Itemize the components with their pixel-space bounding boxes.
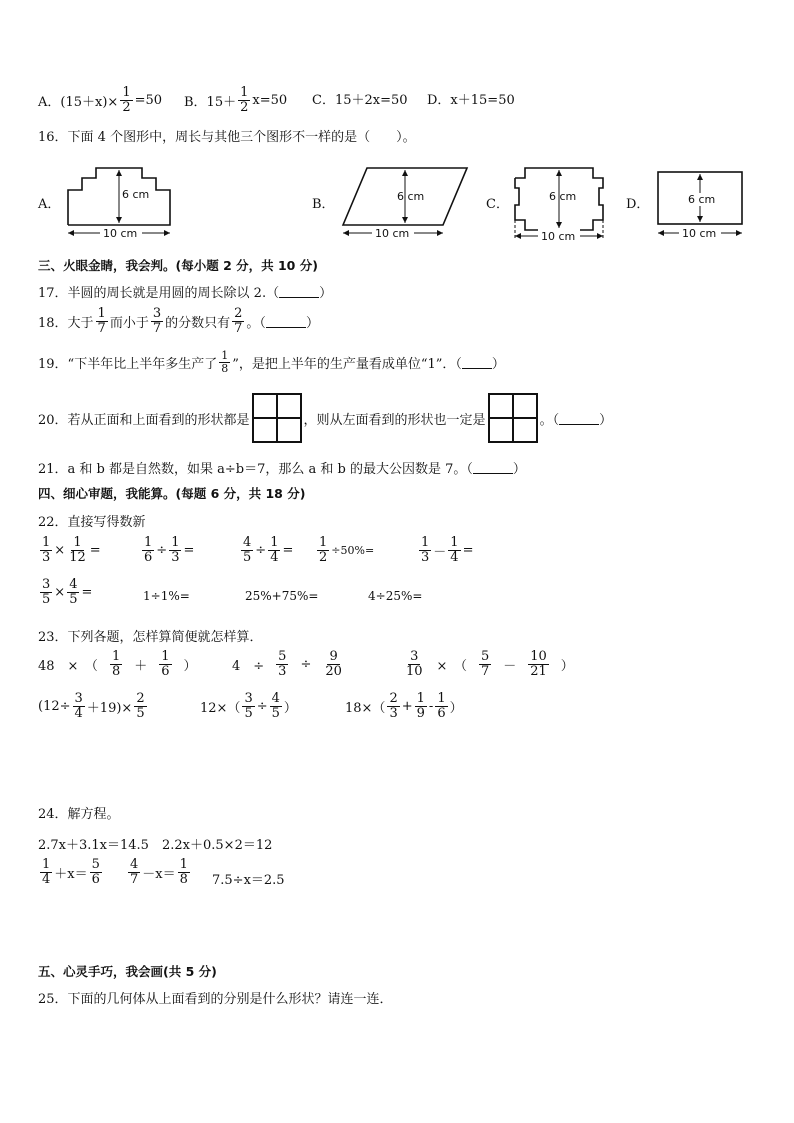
q25-question: 25．下面的几何体从上面看到的分别是什么形状？请连一连．	[38, 992, 393, 1007]
q22-expr-3: $\frac{4}{5}$ ÷ $\frac{1}{4}$ =	[243, 535, 294, 565]
q22-expr-6: $\frac{3}{5}$ × $\frac{4}{5}$ =	[42, 577, 93, 607]
q24-equation-1: 2.7x＋3.1x＝14.5	[38, 838, 149, 853]
q16-figure-c	[505, 160, 615, 246]
q24-equation-5: 7.5÷x＝2.5	[212, 873, 285, 888]
q16-label-d: D．	[626, 197, 650, 212]
q16-d-height-label: 6 cm	[688, 193, 716, 206]
q22-expr-5: $\frac{1}{3}$ － $\frac{1}{4}$ =	[421, 535, 474, 565]
section-3-heading: 三、火眼金睛，我会判。(每小题 2 分，共 10 分)	[38, 258, 318, 273]
q22-expr-8: 25%+75%=	[245, 589, 319, 603]
q22-expr-2: $\frac{1}{6}$ ÷ $\frac{1}{3}$ =	[144, 535, 195, 565]
q16-d-width-label: 10 cm	[682, 227, 717, 240]
q16-b-height-label: 6 cm	[397, 190, 425, 203]
q16-a-height-label: 6 cm	[122, 188, 150, 201]
q23-title: 23．下列各题，怎样算简便就怎样算．	[38, 630, 263, 645]
q16-figure-b	[333, 160, 478, 242]
section-4-heading: 四、细心审题，我能算。(每题 6 分，共 18 分)	[38, 486, 306, 501]
q22-expr-7: 1÷1%=	[143, 589, 190, 603]
q19: 19．“下半年比上半年多生产了 $\frac{1}{8}$ ”，是把上半年的生产量看成单位“1”．（ ）	[38, 349, 505, 375]
q16-figure-a	[60, 160, 185, 242]
q20-grid-shape-2	[488, 393, 538, 443]
q17: 17．半圆的周长就是用圆的周长除以 2.（ ）	[38, 286, 333, 301]
q19-answer-blank[interactable]	[462, 356, 492, 369]
q23-expr-5: 12×（ $\frac{3}{5}$ ÷ $\frac{4}{5}$ ）	[200, 691, 297, 721]
q22-expr-9: 4÷25%=	[368, 589, 423, 603]
q21: 21．a 和 b 都是自然数，如果 a÷b＝7，那么 a 和 b 的最大公因数是 7。（ ）	[38, 462, 526, 477]
q24-equation-3: $\frac{1}{4}$ ＋x＝ $\frac{5}{6}$	[42, 857, 100, 887]
q16-label-b: B．	[312, 197, 335, 212]
q23-expr-2: 4 ÷ $\frac{5}{3}$ ÷ $\frac{9}{20}$	[232, 649, 342, 679]
q15-option-d: D．x＋15=50	[427, 93, 515, 108]
q17-answer-blank[interactable]	[279, 285, 319, 298]
q23-expr-6: 18×（ $\frac{2}{3}$ + $\frac{1}{9}$ - $\frac{1}{6}$ ）	[345, 691, 463, 721]
q20-grid-shape-1	[252, 393, 302, 443]
q16-a-width-label: 10 cm	[103, 227, 138, 240]
q22-expr-1: $\frac{1}{3}$ × $\frac{1}{12}$ =	[42, 535, 101, 565]
q16-label-c: C．	[486, 197, 509, 212]
q15-option-a: A．(15＋x)× $\frac{1}{2}$ =50	[38, 85, 163, 115]
q22-title: 22．直接写得数新	[38, 515, 146, 530]
q23-expr-1: 48 × （ $\frac{1}{8}$ ＋ $\frac{1}{6}$ ）	[38, 649, 197, 679]
q23-expr-3: $\frac{3}{10}$ × （ $\frac{5}{7}$ － $\frac{10}{21}$ ）	[406, 649, 574, 679]
q15-option-b: B．15＋ $\frac{1}{2}$ x=50	[184, 85, 288, 115]
q23-expr-4: (12÷ $\frac{3}{4}$ ＋19)× $\frac{2}{5}$	[38, 691, 145, 721]
q24-equation-2: 2.2x＋0.5×2＝12	[162, 838, 273, 853]
q16-figure-d	[650, 160, 750, 242]
q18-answer-blank[interactable]	[266, 315, 306, 328]
q16-b-width-label: 10 cm	[375, 227, 410, 240]
q21-answer-blank[interactable]	[473, 461, 513, 474]
q20-answer-blank[interactable]	[559, 412, 599, 425]
q16-question: 16．下面 4 个图形中，周长与其他三个图形不一样的是（ ）。	[38, 130, 416, 145]
q16-label-a: A．	[38, 197, 61, 212]
q22-expr-4: $\frac{1}{2}$ ÷50%=	[319, 535, 375, 565]
q18: 18．大于 $\frac{1}{7}$ 而小于 $\frac{3}{7}$ 的分数只有 $\frac{2}{7}$ 。（ ）	[38, 306, 319, 336]
q15-option-c: C．15＋2x=50	[312, 93, 408, 108]
q16-c-width-label: 10 cm	[541, 230, 576, 243]
q16-c-height-label: 6 cm	[549, 190, 577, 203]
q24-equation-4: $\frac{4}{7}$ －x＝ $\frac{1}{8}$	[130, 857, 188, 887]
q24-title: 24．解方程。	[38, 807, 120, 822]
section-5-heading: 五、心灵手巧，我会画(共 5 分)	[38, 964, 217, 979]
q20: 20．若从正面和上面看到的形状都是 ，则从左面看到的形状也一定是 。（ ）	[38, 393, 612, 443]
